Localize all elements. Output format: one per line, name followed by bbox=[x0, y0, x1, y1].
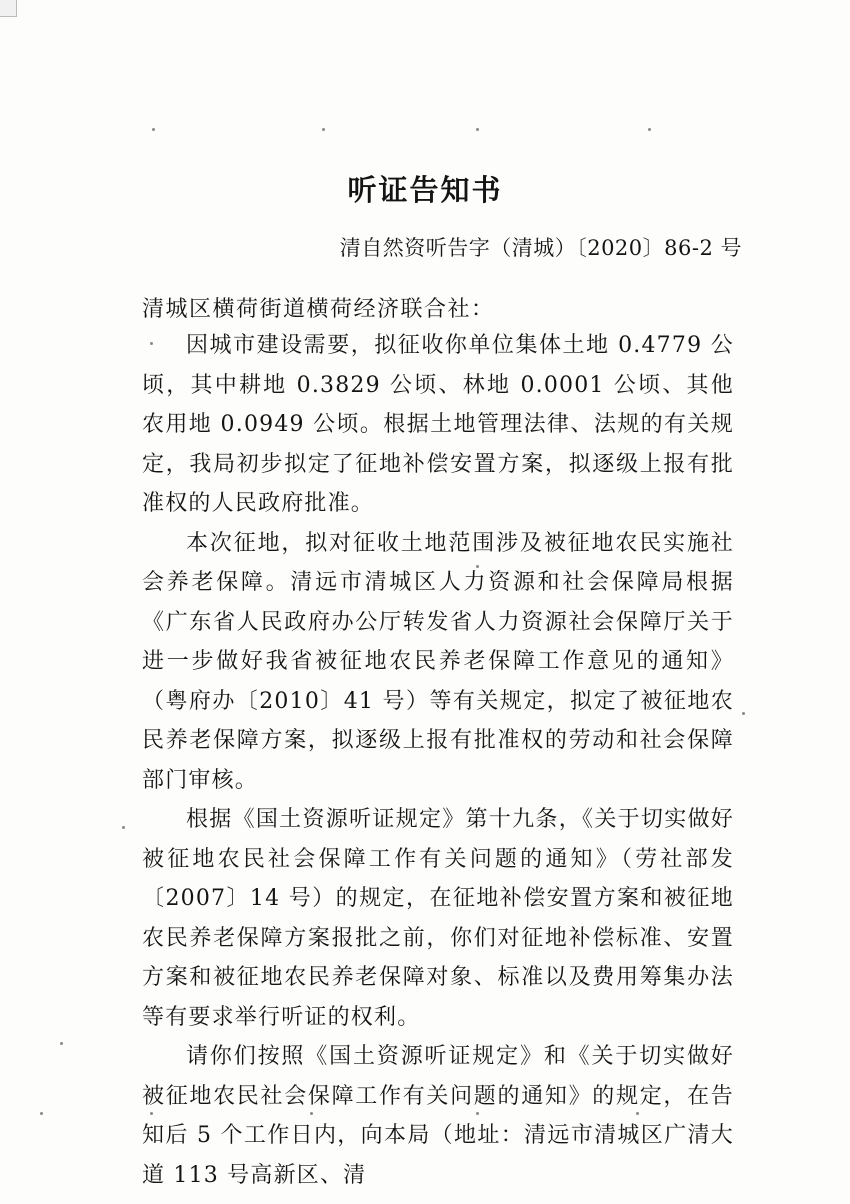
paragraph-2: 本次征地，拟对征收土地范围涉及被征地农民实施社会养老保障。清远市清城区人力资源和社会保障局根据《广东省人民政府办公厅转发省人力资源社会保障厅关于进一步做好我省被征地农民养老保障工作意见的通知》（粤府办〔2010〕41 号）等有关规定，拟定了被征地农民养老保障方案，拟逐级上报有批准权的劳动和社会保障部门审核。 bbox=[142, 530, 734, 793]
scan-speck bbox=[60, 1042, 63, 1045]
addressee: 清城区横荷街道横荷经济联合社： bbox=[142, 297, 495, 322]
document-title: 听证告知书 bbox=[347, 173, 503, 207]
scan-speck bbox=[476, 128, 479, 131]
scan-speck bbox=[742, 712, 745, 715]
scan-speck bbox=[648, 128, 651, 131]
scan-speck bbox=[152, 128, 155, 131]
document-body bbox=[142, 326, 734, 1195]
scan-corner-mark bbox=[0, 0, 17, 17]
paragraph-3: 根据《国土资源听证规定》第十九条，《关于切实做好被征地农民社会保障工作有关问题的通知》（劳社部发〔2007〕14 号）的规定，在征地补偿安置方案和被征地农民养老保障方案报批之前，你们对征地补偿标准、安置方案和被征地农民养老保障对象、标准以及费用筹集办法等有要求举行听证的权利。 bbox=[142, 807, 734, 1030]
paragraph-1: 因城市建设需要，拟征收你单位集体土地 0.4779 公顷，其中耕地 0.3829 公顷、林地 0.0001 公顷、其他农用地 0.0949 公顷。根据土地管理法律、法规的有关规定，我局初步拟定了征地补偿安置方案，拟逐级上报有批准权的人民政府批准。 bbox=[142, 333, 734, 516]
paragraph-4: 请你们按照《国土资源听证规定》和《关于切实做好被征地农民社会保障工作有关问题的通知》的规定，在告知后 5 个工作日内，向本局（地址：清远市清城区广清大道 113 号高新区、清 bbox=[142, 1044, 734, 1188]
scan-speck bbox=[322, 128, 325, 131]
scan-speck bbox=[40, 1112, 43, 1115]
document-number: 清自然资听告字（清城）〔2020〕86-2 号 bbox=[339, 236, 742, 260]
scan-speck bbox=[122, 826, 125, 829]
